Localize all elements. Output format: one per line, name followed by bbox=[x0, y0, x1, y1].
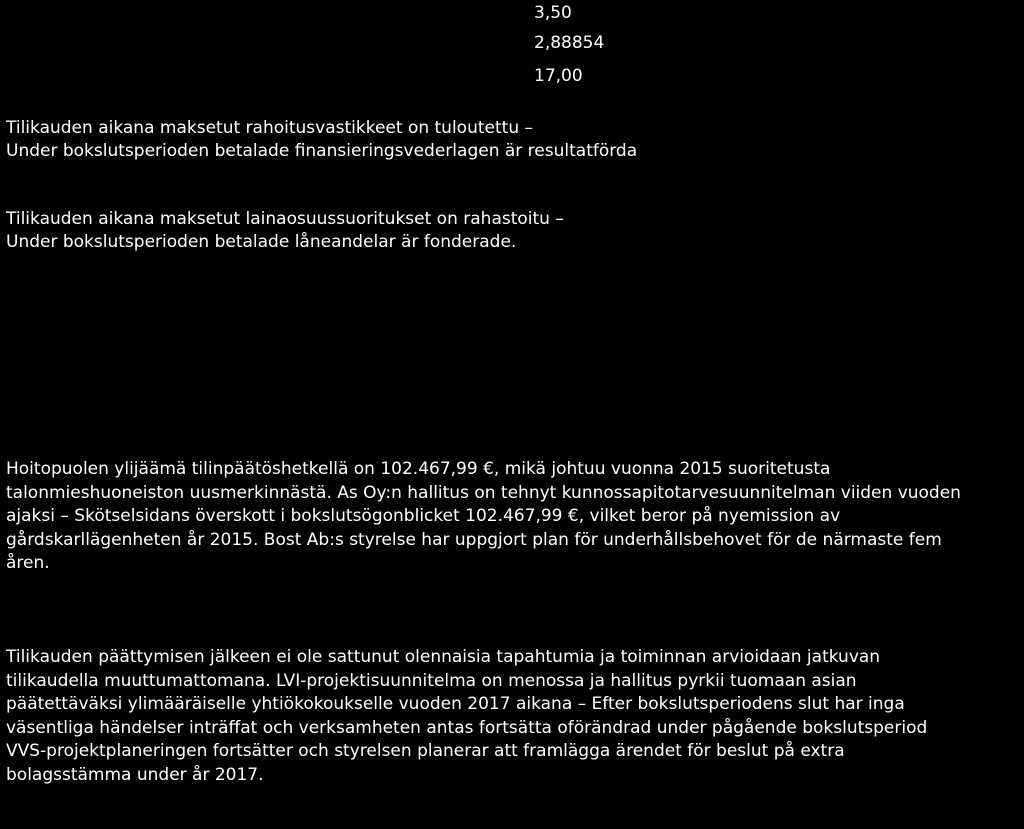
paragraph-loan-payments bbox=[6, 208, 564, 254]
text-line: tilikaudella muuttumattomana. LVI-projektisuunnitelma on menossa ja hallitus pyrkii tuomaan asian bbox=[6, 670, 857, 691]
paragraph-financing-charges bbox=[6, 117, 637, 163]
value-amount: 17,00 bbox=[534, 66, 583, 86]
text-line: ajaksi – Skötselsidans överskott i bokslutsögonblicket 102.467,99 €, vilket beror på nyemission av bbox=[6, 506, 841, 526]
text-line: VVS-projektplaneringen fortsätter och styrelsen planerar att framlägga ärendet för beslut på extra bbox=[6, 741, 845, 761]
text-line: åren. bbox=[6, 553, 50, 573]
text-line: Tilikauden päättymisen jälkeen ei ole sattunut olennaisia tapahtumia ja toiminnan arvioidaan jatkuvan bbox=[6, 647, 881, 667]
text-line: Under bokslutsperioden betalade finansieringsvederlagen är resultatförda bbox=[6, 141, 638, 161]
text-line: Tilikauden aikana maksetut rahoitusvastikkeet on tuloutettu – bbox=[6, 118, 533, 138]
text-line: talonmieshuoneiston uusmerkinnästä. As Oy:n hallitus on tehnyt kunnossapitotarvesuunnitelman viiden vuoden bbox=[6, 482, 961, 503]
paragraph-subsequent-events bbox=[6, 646, 927, 787]
text-line: Tilikauden aikana maksetut lainaosuussuoritukset on rahastoitu – bbox=[6, 209, 564, 229]
text-line: bolagsstämma under år 2017. bbox=[6, 764, 264, 785]
value-factor: 2,88854 bbox=[534, 33, 605, 53]
text-line: Hoitopuolen ylijäämä tilinpäätöshetkellä on 102.467,99 €, mikä johtuu vuonna 2015 suoritetusta bbox=[6, 459, 831, 479]
text-line: Under bokslutsperioden betalade låneandelar är fonderade. bbox=[6, 232, 517, 252]
text-line: gårdskarllägenheten år 2015. Bost Ab:s styrelse har uppgjort plan för underhållsbehovet för de närmaste fem bbox=[6, 529, 942, 550]
value-rate: 3,50 bbox=[534, 3, 572, 23]
paragraph-surplus bbox=[6, 458, 961, 576]
text-line: väsentliga händelser inträffat och verksamheten antas fortsätta oförändrad under pågående bokslutsperiod bbox=[6, 717, 928, 738]
text-line: päätettäväksi ylimääräiselle yhtiökokoukselle vuoden 2017 aikana – Efter bokslutsperiodens slut har inga bbox=[6, 694, 905, 714]
